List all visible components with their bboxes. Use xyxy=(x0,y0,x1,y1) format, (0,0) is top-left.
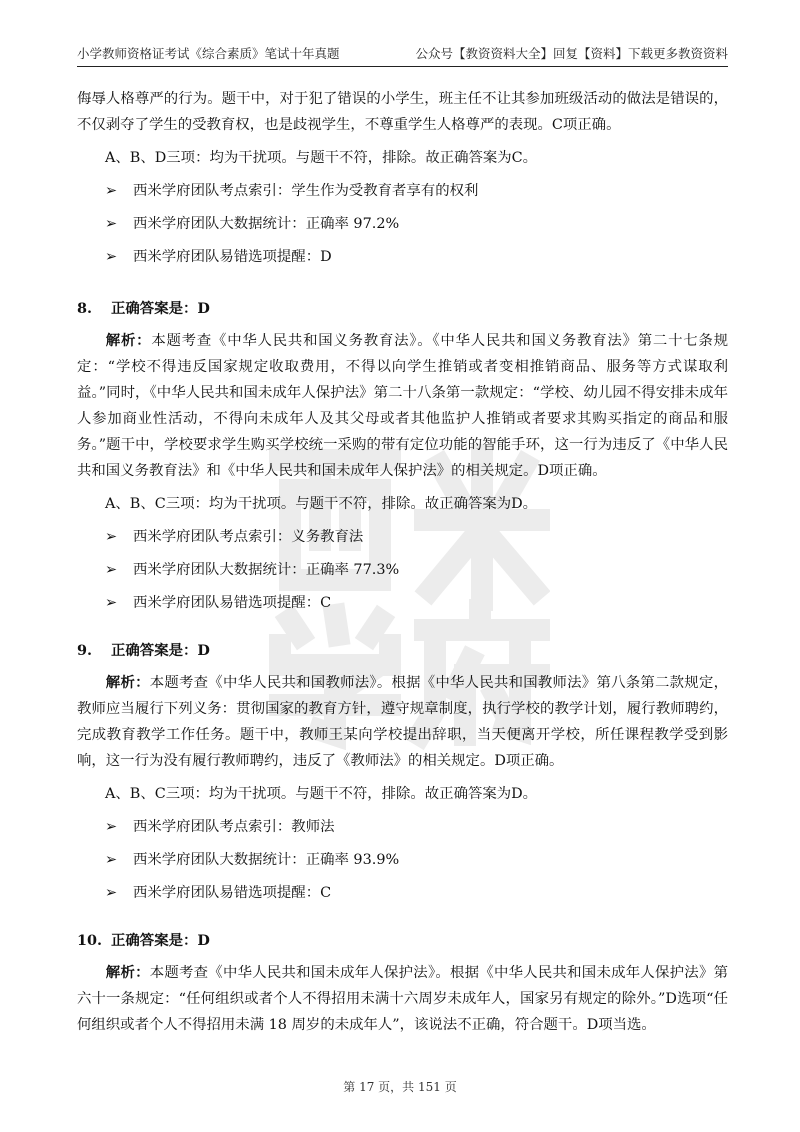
arrow-bullet-icon: ➢ xyxy=(105,249,118,265)
bullet-text: 西米学府团队大数据统计：正确率 97.2% xyxy=(133,216,400,232)
question-9-bullet-index xyxy=(77,814,728,840)
bullet-text: 西米学府团队大数据统计：正确率 77.3% xyxy=(133,562,400,578)
question-8-answer xyxy=(77,296,728,322)
question-8-bullet-stats xyxy=(77,557,728,583)
analysis-label: 解析： xyxy=(105,964,150,981)
intro-options-line: A、B、D三项：均为干扰项。与题干不符，排除。故正确答案为C。 xyxy=(105,150,538,166)
bullet-text: 西米学府团队易错选项提醒：C xyxy=(133,885,332,901)
question-8-options-line: A、B、C三项：均为干扰项。与题干不符，排除。故正确答案为D。 xyxy=(105,496,538,512)
question-10-analysis xyxy=(77,960,728,1038)
question-8-bullet-tip xyxy=(77,590,728,616)
bullet-text: 西米学府团队考点索引：教师法 xyxy=(133,819,335,835)
bullet-text: 西米学府团队大数据统计：正确率 93.9% xyxy=(133,852,400,868)
question-number: 9. xyxy=(77,642,93,659)
page-content xyxy=(77,86,728,1038)
intro-bullet-index xyxy=(77,178,728,204)
question-9-analysis xyxy=(77,670,728,774)
intro-bullet-tip xyxy=(77,244,728,270)
analysis-text: 本题考查《中华人民共和国未成年人保护法》。根据《中华人民共和国未成年人保护法》第六十一条规定：“任何组织或者个人不得招用未满十六周岁未成年人，国家另有规定的除外。”D选项“任何组织或者个人不得招用未满 18 周岁的未成年人”，该说法不正确，符合题干。D项当选。 xyxy=(77,965,728,1033)
arrow-bullet-icon: ➢ xyxy=(105,216,118,232)
analysis-label: 解析： xyxy=(105,332,152,349)
question-9-options-line: A、B、C三项：均为干扰项。与题干不符，排除。故正确答案为D。 xyxy=(105,786,538,802)
intro-bullet-stats xyxy=(77,211,728,237)
question-number: 8. xyxy=(77,300,93,317)
bullet-text: 西米学府团队易错选项提醒：D xyxy=(133,249,332,265)
question-number: 10. xyxy=(77,932,103,949)
page-header xyxy=(77,44,728,67)
arrow-bullet-icon: ➢ xyxy=(105,819,118,835)
arrow-bullet-icon: ➢ xyxy=(105,562,118,578)
bullet-text: 西米学府团队考点索引：义务教育法 xyxy=(133,529,364,545)
question-9-bullet-stats xyxy=(77,847,728,873)
answer-text: 正确答案是：D xyxy=(111,300,210,317)
question-8-analysis xyxy=(77,328,728,484)
header-title: 小学教师资格证考试《综合素质》笔试十年真题 xyxy=(77,46,340,61)
arrow-bullet-icon: ➢ xyxy=(105,852,118,868)
answer-text: 正确答案是：D xyxy=(111,932,210,949)
analysis-text: 本题考查《中华人民共和国教师法》。根据《中华人民共和国教师法》第八条第二款规定，教师应当履行下列义务：贯彻国家的教育方针，遵守规章制度，执行学校的教学计划，履行教师聘约，完成教育教学工作任务。题干中，教师王某向学校提出辞职，当天便离开学校，所任课程教学受到影响，这一行为没有履行教师聘约，违反了《教师法》的相关规定。D项正确。 xyxy=(77,675,728,769)
analysis-label: 解析： xyxy=(105,674,150,691)
bullet-text: 西米学府团队易错选项提醒：C xyxy=(133,595,332,611)
question-8-bullet-index xyxy=(77,524,728,550)
question-9-answer xyxy=(77,638,728,664)
bullet-text: 西米学府团队考点索引：学生作为受教育者享有的权利 xyxy=(133,183,479,199)
question-10-answer xyxy=(77,928,728,954)
intro-paragraph: 侮辱人格尊严的行为。题干中，对于犯了错误的小学生，班主任不让其参加班级活动的做法是错误的，不仅剥夺了学生的受教育权，也是歧视学生，不尊重学生人格尊严的表现。C项正确。 xyxy=(77,91,728,133)
answer-text: 正确答案是：D xyxy=(111,642,210,659)
arrow-bullet-icon: ➢ xyxy=(105,529,118,545)
arrow-bullet-icon: ➢ xyxy=(105,885,118,901)
header-promo: 公众号【教资资料大全】回复【资料】下载更多教资资料 xyxy=(415,46,728,61)
question-9-bullet-tip xyxy=(77,880,728,906)
page-footer: 第 17 页，共 151 页 xyxy=(343,1080,457,1094)
analysis-text: 本题考查《中华人民共和国义务教育法》。《中华人民共和国义务教育法》第二十七条规定：“学校不得违反国家规定收取费用，不得以向学生推销或者变相推销商品、服务等方式谋取利益。”同时，《中华人民共和国未成年人保护法》第二十八条第一款规定：“学校、幼儿园不得安排未成年人参加商业性活动，不得向未成年人及其父母或者其他监护人推销或者要求其购买指定的商品和服务。”题干中，学校要求学生购买学校统一采购的带有定位功能的智能手环，这一行为违反了《中华人民共和国义务教育法》和《中华人民共和国未成年人保护法》的相关规定。D项正确。 xyxy=(77,333,728,479)
arrow-bullet-icon: ➢ xyxy=(105,595,118,611)
arrow-bullet-icon: ➢ xyxy=(105,183,118,199)
